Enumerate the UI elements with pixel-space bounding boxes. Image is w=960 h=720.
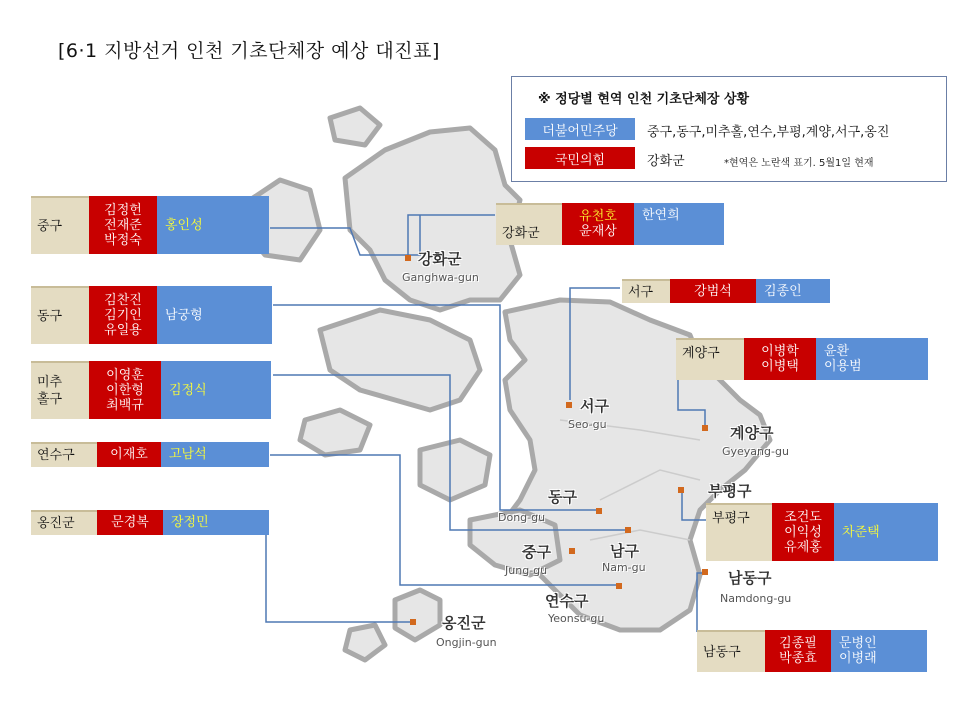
ppp-candidates bbox=[97, 442, 161, 467]
candidate-name: 김찬진 bbox=[104, 292, 142, 308]
candidate-name: 윤재상 bbox=[579, 224, 617, 239]
candidate-name: 유제홍 bbox=[784, 539, 822, 555]
map-label-dong-en: Dong-gu bbox=[498, 511, 546, 524]
matchup-dong bbox=[31, 286, 272, 344]
candidate-name: 이용범 bbox=[824, 359, 862, 374]
map-label-namdong-en: Namdong-gu bbox=[720, 592, 792, 605]
dem-candidates bbox=[831, 630, 927, 672]
map-label-dong: 동구 bbox=[548, 488, 577, 506]
map-label-ganghwa-en: Ganghwa-gun bbox=[402, 271, 479, 284]
district-label: 부평구 bbox=[706, 503, 772, 561]
candidate-name: 장정민 bbox=[171, 515, 209, 530]
candidate-name: 남궁형 bbox=[165, 307, 203, 323]
candidate-name: 김기인 bbox=[104, 307, 142, 323]
ppp-candidates bbox=[89, 196, 157, 254]
map-label-yeonsu-en: Yeonsu-gu bbox=[548, 612, 605, 625]
district-label: 동구 bbox=[31, 286, 89, 344]
dem-candidates bbox=[157, 286, 272, 344]
candidate-name: 이영훈 bbox=[106, 367, 144, 383]
candidate-name: 이병래 bbox=[839, 651, 877, 666]
matchup-ganghwa bbox=[496, 203, 724, 245]
map-label-ongjin-en: Ongjin-gun bbox=[436, 636, 497, 649]
ppp-candidates bbox=[97, 510, 163, 535]
candidate-name: 전재준 bbox=[104, 217, 142, 233]
district-label: 서구 bbox=[622, 279, 670, 303]
district-label: 계양구 bbox=[676, 338, 744, 380]
map-label-jung-en: Jung-gu bbox=[505, 564, 548, 577]
candidate-name: 박종효 bbox=[779, 651, 817, 666]
district-label: 미추 홀구 bbox=[31, 361, 89, 419]
candidate-name: 최백규 bbox=[106, 397, 144, 413]
dem-candidates bbox=[816, 338, 928, 380]
dem-candidates bbox=[161, 361, 271, 419]
candidate-name: 윤환 bbox=[824, 344, 850, 359]
candidate-name: 이병학 bbox=[761, 344, 799, 359]
matchup-gyeyang bbox=[676, 338, 928, 380]
dem-candidates bbox=[634, 203, 724, 245]
dem-candidates bbox=[163, 510, 269, 535]
matchup-jung bbox=[31, 196, 269, 254]
map-label-jung: 중구 bbox=[522, 543, 551, 561]
candidate-name: 문경복 bbox=[111, 515, 149, 530]
candidate-name: 이재호 bbox=[110, 447, 148, 462]
candidate-name: 김정헌 bbox=[104, 202, 142, 218]
legend-ppp-chip: 국민의힘 bbox=[525, 147, 635, 169]
matchup-bupyeong bbox=[706, 503, 938, 561]
district-label: 연수구 bbox=[31, 442, 97, 467]
candidate-name: 유일용 bbox=[104, 322, 142, 338]
ppp-candidates bbox=[89, 286, 157, 344]
map-label-gyeyang: 계양구 bbox=[730, 424, 774, 442]
matchup-namdong bbox=[697, 630, 927, 672]
candidate-name: 고남석 bbox=[169, 447, 207, 462]
district-label: 강화군 bbox=[496, 203, 562, 245]
candidate-name: 조건도 bbox=[784, 509, 822, 525]
candidate-name: 유천호 bbox=[579, 209, 617, 224]
island-kyodong bbox=[330, 108, 380, 145]
legend-note: *현역은 노란색 표기. 5월1일 현재 bbox=[724, 158, 874, 169]
island-ongjin bbox=[395, 590, 440, 640]
page-title: [6·1 지방선거 인천 기초단체장 예상 대진표] bbox=[58, 40, 440, 62]
dem-candidates bbox=[157, 196, 269, 254]
map-label-gyeyang-en: Gyeyang-gu bbox=[722, 445, 789, 458]
candidate-name: 김정식 bbox=[169, 382, 207, 398]
map-label-ganghwa: 강화군 bbox=[418, 250, 462, 268]
map-label-ongjin: 옹진군 bbox=[442, 614, 486, 632]
candidate-name: 이한형 bbox=[106, 382, 144, 398]
map-label-namdong: 남동구 bbox=[728, 569, 772, 587]
candidate-name: 박정숙 bbox=[104, 232, 142, 248]
candidate-name: 김종인 bbox=[764, 283, 802, 299]
map-label-yeonsu: 연수구 bbox=[545, 592, 589, 610]
island-ongjin2 bbox=[345, 625, 385, 660]
district-label: 남동구 bbox=[697, 630, 765, 672]
candidate-name: 문병인 bbox=[839, 636, 877, 651]
map-label-nam: 남구 bbox=[610, 542, 639, 560]
ppp-candidates bbox=[670, 279, 756, 303]
legend-democratic-chip: 더불어민주당 bbox=[525, 118, 635, 140]
dem-candidates bbox=[834, 503, 938, 561]
candidate-name: 한연희 bbox=[642, 208, 680, 223]
ppp-candidates bbox=[562, 203, 634, 245]
district-label: 옹진군 bbox=[31, 510, 97, 535]
candidate-name: 홍인성 bbox=[165, 217, 203, 233]
district-label: 중구 bbox=[31, 196, 89, 254]
map-label-nam-en: Nam-gu bbox=[602, 561, 646, 574]
island-mid2 bbox=[420, 440, 490, 500]
map-label-seo: 서구 bbox=[580, 397, 609, 415]
dem-candidates bbox=[161, 442, 269, 467]
ppp-candidates bbox=[89, 361, 161, 419]
map-label-bupyeong: 부평구 bbox=[708, 482, 752, 500]
dem-candidates bbox=[756, 279, 830, 303]
candidate-name: 김종필 bbox=[779, 636, 817, 651]
party-legend bbox=[511, 76, 947, 182]
map-label-seo-en: Seo-gu bbox=[568, 418, 607, 431]
ppp-candidates bbox=[772, 503, 834, 561]
candidate-name: 이익성 bbox=[784, 524, 822, 540]
candidate-name: 이병택 bbox=[761, 359, 799, 374]
candidate-name: 강범석 bbox=[694, 283, 732, 299]
matchup-ongjin bbox=[31, 510, 269, 535]
ppp-candidates bbox=[765, 630, 831, 672]
legend-ppp-districts: 강화군 bbox=[647, 154, 685, 169]
matchup-michuhol bbox=[31, 361, 271, 419]
matchup-yeonsu bbox=[31, 442, 269, 467]
matchup-seo bbox=[622, 279, 830, 303]
legend-title: ※ 정당별 현역 인천 기초단체장 상황 bbox=[538, 92, 750, 107]
candidate-name: 차준택 bbox=[842, 524, 880, 540]
ppp-candidates bbox=[744, 338, 816, 380]
legend-democratic-districts: 중구,동구,미추홀,연수,부평,계양,서구,옹진 bbox=[647, 125, 890, 140]
island-yeongjong bbox=[320, 310, 480, 410]
island-mid bbox=[300, 410, 370, 455]
